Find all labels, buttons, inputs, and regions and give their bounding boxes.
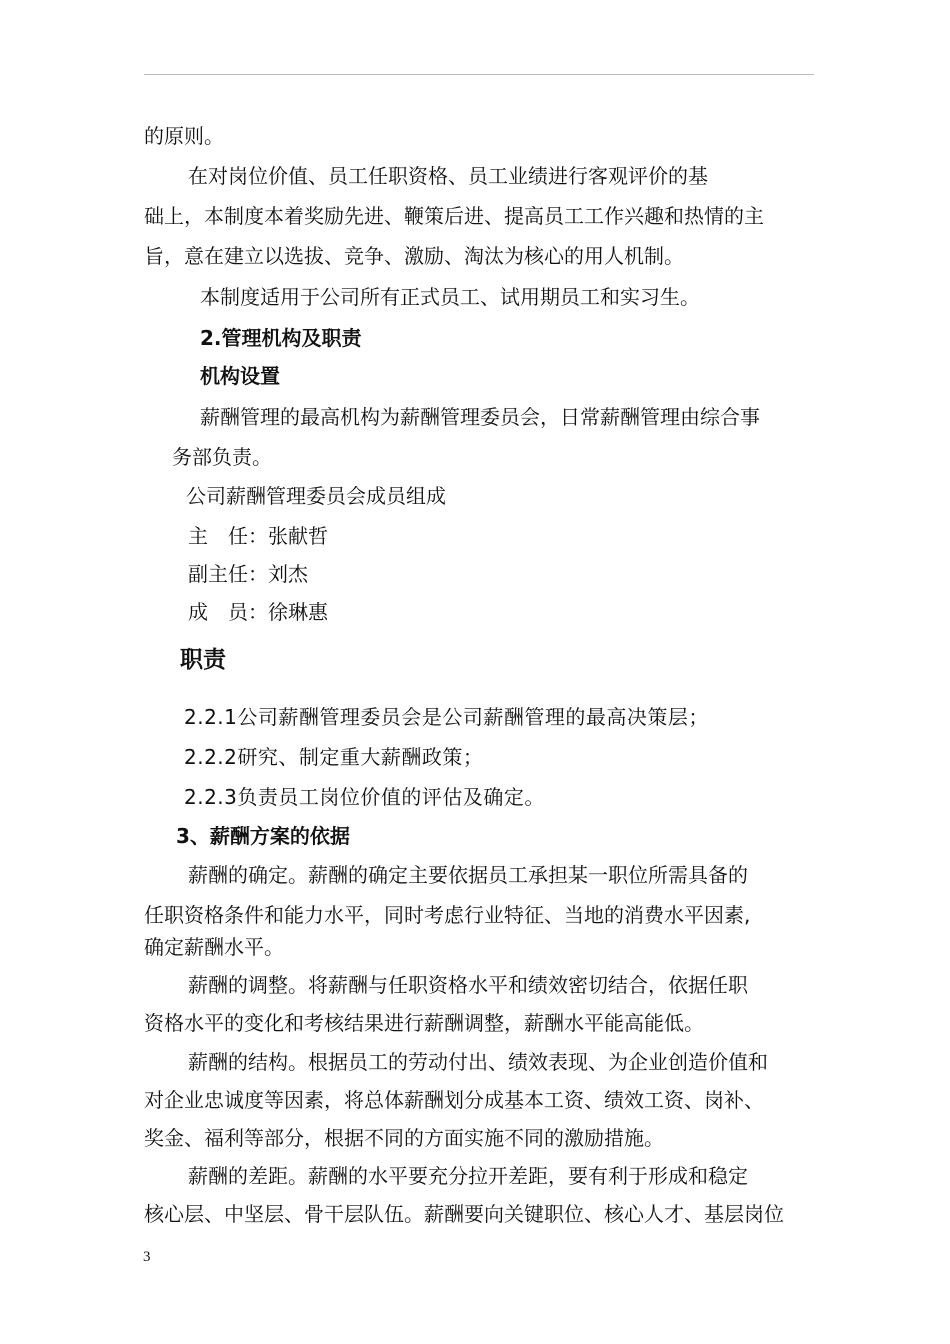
- body-line: 本制度适用于公司所有正式员工、试用期员工和实习生。: [200, 285, 700, 309]
- body-line: 核心层、中坚层、骨干层队伍。薪酬要向关键职位、核心人才、基层岗位: [144, 1202, 784, 1226]
- body-line: 奖金、福利等部分，根据不同的方面实施不同的激励措施。: [144, 1126, 664, 1150]
- section-heading: 2.管理机构及职责: [200, 326, 362, 350]
- subsection-heading: 职责: [180, 647, 226, 673]
- body-line: 对企业忠诚度等因素，将总体薪酬划分成基本工资、绩效工资、岗补、: [144, 1088, 764, 1112]
- list-item: 2.2.1公司薪酬管理委员会是公司薪酬管理的最高决策层；: [184, 705, 709, 729]
- body-line: 资格水平的变化和考核结果进行薪酬调整，薪酬水平能高能低。: [144, 1011, 704, 1035]
- body-line: 确定薪酬水平。: [144, 935, 284, 959]
- member-line: 成 员：徐琳惠: [188, 600, 328, 624]
- subsection-heading: 机构设置: [200, 364, 280, 388]
- body-line: 务部负责。: [172, 445, 272, 469]
- body-line: 薪酬的结构。根据员工的劳动付出、绩效表现、为企业创造价值和: [188, 1050, 768, 1074]
- body-line: 础上，本制度本着奖励先进、鞭策后进、提高员工工作兴趣和热情的主: [144, 204, 764, 228]
- body-line: 薪酬的差距。薪酬的水平要充分拉开差距，要有利于形成和稳定: [188, 1164, 748, 1188]
- body-line: 任职资格条件和能力水平，同时考虑行业特征、当地的消费水平因素,: [144, 903, 751, 927]
- member-line: 副主任：刘杰: [188, 562, 308, 586]
- list-item: 2.2.3负责员工岗位价值的评估及确定。: [184, 785, 545, 809]
- body-line: 薪酬的确定。薪酬的确定主要依据员工承担某一职位所需具备的: [188, 863, 748, 887]
- member-line: 主 任：张献哲: [188, 524, 328, 548]
- header-rule: [144, 74, 814, 75]
- list-item: 2.2.2研究、制定重大薪酬政策；: [184, 745, 484, 769]
- body-line: 公司薪酬管理委员会成员组成: [186, 484, 446, 508]
- body-line: 在对岗位价值、员工任职资格、员工业绩进行客观评价的基: [188, 164, 708, 188]
- body-line: 旨，意在建立以选拔、竞争、激励、淘汰为核心的用人机制。: [144, 244, 684, 268]
- body-line: 的原则。: [144, 124, 224, 148]
- section-heading: 3、薪酬方案的依据: [176, 824, 350, 848]
- body-line: 薪酬的调整。将薪酬与任职资格水平和绩效密切结合，依据任职: [188, 973, 748, 997]
- body-line: 薪酬管理的最高机构为薪酬管理委员会，日常薪酬管理由综合事: [200, 405, 760, 429]
- page-number: 3: [143, 1249, 151, 1265]
